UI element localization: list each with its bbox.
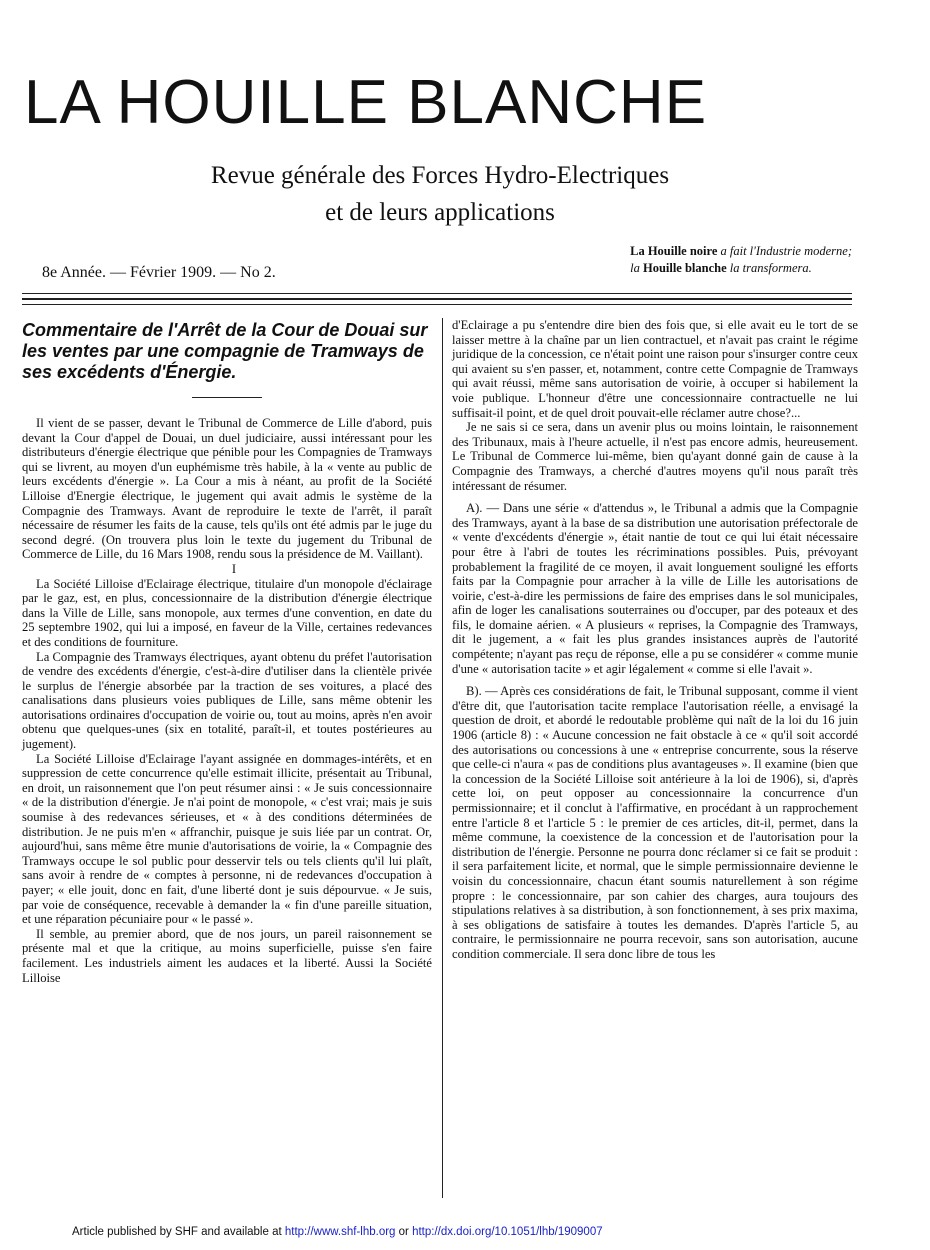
- footer-prefix: Article published by SHF and available at: [72, 1226, 285, 1238]
- paragraph-right-1: d'Eclairage a pu s'entendre dire bien des fois que, si elle avait eu le tort de se laisser mettre à la chaîne par un lien contractuel, et n'avait pas craint le régime juridique de la concession, ce n'était point une raison pour s'insurger contre ceux qui avaient su s'en passer, et, notamment, contre cette Compagnie de Tramways qui avait réussi, même sans autorisation de voirie, à occuper si habilement la voie publique. L'honneur d'être une concessionnaire contractuelle ne lui suffisait-il point, et de quel droit pouvait-elle réclamer autre chose?...: [452, 318, 858, 420]
- paragraph-gap: [452, 676, 858, 684]
- paragraph-left-5: Il semble, au premier abord, que de nos jours, un pareil raisonnement se présente mal et que la critique, au moins superficielle, puisse s'en faire facilement. Les industriels aiment les audaces et la liberté. Aussi la Société Lilloise: [22, 926, 432, 985]
- paragraph-left-3: La Compagnie des Tramways électriques, ayant obtenu du préfet l'autorisation de vendre des excédents d'énergie, c'est-à-dire d'utiliser dans la clientèle privée le surplus de l'énergie absorbée par la traction de ses voitures, a placé des canalisations dans plusieurs voies publiques de Lille, sans même obtenir les autorisations ordinaires d'occupation de voirie ou, tout au moins, après n'en avoir obtenu que quelques-unes (six en totalité, paraît-il, et toutes postérieures au jugement).: [22, 649, 432, 752]
- footer-link-shf[interactable]: http://www.shf-lhb.org: [284, 1226, 396, 1238]
- motto-line2: [630, 260, 852, 277]
- paragraph-left-2: La Société Lilloise d'Eclairage électrique, titulaire d'un monopole d'éclairage par le gaz, est, en plus, concessionnaire de la distribution d'énergie électrique dans la Ville de Lille, sans monopole, aux termes d'une convention, en date du 25 septembre 1902, qui lui a imposé, en faveur de la Ville, certaines redevances et des conditions de fourniture.: [22, 576, 432, 649]
- motto-line2-start: la: [630, 261, 643, 275]
- footer-citation: [72, 1226, 603, 1238]
- journal-title: LA HOUILLE BLANCHE: [24, 68, 708, 137]
- journal-subtitle-line1: Revue générale des Forces Hydro-Electriques: [210, 162, 670, 189]
- column-divider: [442, 318, 443, 1198]
- issue-info: 8e Année. — Février 1909. — No 2.: [42, 264, 276, 281]
- footer-link-doi[interactable]: http://dx.doi.org/10.1051/lhb/1909007: [412, 1226, 603, 1238]
- header-rule-middle: [22, 298, 852, 300]
- paragraph-left-1: Il vient de se passer, devant le Tribunal de Commerce de Lille d'abord, puis devant la Cour d'appel de Douai, un duel judiciaire, aussi intéressant pour les distributeurs d'énergie électrique que pénible pour les Compagnies de Tramways qui se livrent, au moyen d'un euphémisme très habile, à la « vente au public de leurs excédents d'énergie ». La Cour a mis à néant, au profit de la Société Lilloise d'Energie électrique, le jugement qui avait admis le système de la Compagnie des Tramways. Avant de reproduire le texte de l'arrêt, il paraît nécessaire de résumer les faits de la cause, tels qu'ils ont été admis par le juge du second degré. (On trouvera plus loin le texte du jugement du Tribunal de Commerce de Lille, du 16 Mars 1908, rendu sous la présidence de M. Vaillant).: [22, 416, 432, 562]
- paragraph-gap: [452, 493, 858, 501]
- left-column: [22, 318, 432, 985]
- paragraph-right-4: B). — Après ces considérations de fait, le Tribunal supposant, comme il vient d'être dit, que l'autorisation tacite remplace l'autorisation réelle, a envisagé la question de droit, et abordé le redoutable problème qui naît de la loi du 16 juin 1906 (article 8) : « Aucune concession ne fait obstacle à ce « qu'il soit accordé des autorisations ou concessions à une « entreprise concurrente, sous la réserve que celle-ci n'aura « pas de conditions plus avantageuses ». Il examine (bien que la concession de la Société Lilloise soit antérieure à la loi de 1906), si, d'après cette loi, on peut opposer au concessionnaire la concurrence d'un permissionnaire; et il conclut à l'affirmative, en procédant à un rapprochement entre l'article 8 et l'article 5 : le premier de ces articles, dit-il, permet, dans la même commune, la coexistence de la concession et de l'autorisation pour la distribution de l'énergie. Personne ne pourra donc réclamer si ce fait se produit : il sera parfaitement licite, et normal, que le simple permissionnaire devienne le voisin du concessionnaire, chacun étant soumis naturellement à son régime propre : le concessionnaire, par son cahier des charges, aura toujours des stipulations relatives à sa distribution, à son fonctionnement, à ses prix maxima, à ses obligations de satisfaire à toutes les demandes. D'après l'article 5, au contraire, le permissionnaire ne pourra recevoir, sans son autorisation, aucune condition commerciale. Il sera donc libre de tous les: [452, 684, 858, 961]
- section-number: I: [231, 561, 237, 576]
- motto-line1: [630, 243, 852, 260]
- motto-line1-bold: La Houille noire: [630, 244, 718, 258]
- footer-middle: or: [395, 1226, 413, 1238]
- paragraph-right-3: A). — Dans une série « d'attendus », le Tribunal a admis que la Compagnie des Tramways, ayant à la base de sa distribution une autorisation préfectorale de « vente d'excédents d'énergie », était nantie de tout ce qui lui était nécessaire pour être à l'abri de toutes les récriminations possibles. Puis, prévoyant probablement la fragilité de ce moyen, il avait longuement souligné les efforts faits par la Compagnie pour arracher à la ville de Lille les autorisations de voirie, c'est-à-dire les permissions de faire des emprises dans le sol municipales, afin de loger les canalisations souterraines ou d'occuper, par des poteaux et des fils, le domaine aérien. « A plusieurs « reprises, la Compagnie des Tramways, dit le jugement, a « fait les plus grandes insistances auprès de l'autorité compétente; n'ayant pas reçu de réponse, elle a pu se considérer « comme munie d'une « autorisation tacite » et agir légalement « comme si elle l'avait ».: [452, 501, 858, 676]
- motto-line2-rest: la transformera.: [726, 261, 812, 275]
- paragraph-right-2: Je ne sais si ce sera, dans un avenir plus ou moins lointain, le raisonnement des Tribunaux, mais à l'heure actuelle, il n'est pas encore admis, heureusement. Le Tribunal de Commerce lui-même, bien qu'ayant donné gain de cause à la Compagnie des Tramways, a cherché d'autres moyens qu'il nous paraît très intéressant de résumer.: [452, 420, 858, 493]
- article-title: Commentaire de l'Arrêt de la Cour de Douai sur les ventes par une compagnie de Tramways de ses excédents d'Énergie.: [22, 320, 428, 382]
- right-column: [452, 318, 858, 962]
- motto: [630, 243, 852, 277]
- paragraph-left-4: La Société Lilloise d'Eclairage l'ayant assignée en dommages-intérêts, et en suppression de cette concurrence qu'elle estimait illicite, présentait au Tribunal, en droit, un raisonnement que l'on peut résumer ainsi : « Je suis concessionnaire « de la distribution d'énergie. Je n'ai point de monopole, « c'est vrai; mais je suis soumise à des redevances sérieuses, et « à des conditions déterminées de distribution. Je ne puis m'en « affranchir, puisque je suis liée par un contrat. Or, aujourd'hui, sans même être munie d'autorisations de voirie, la « Compagnie des Tramways occupe le sol public pour desservir tels ou tels clients qu'il lui plaît, sans avoir à rendre de « comptes à personne, ni de redevances d'occupation à payer; « elle jouit, donc en fait, d'une liberté dont je suis dépourvue. « Je suis, par voie de conséquence, recevable à demander la « fin d'une pareille situation, et une réparation pécuniaire pour « le passé ».: [22, 751, 432, 927]
- motto-line2-bold: Houille blanche: [642, 261, 727, 275]
- header-rule-top: [22, 293, 852, 294]
- title-divider: [192, 397, 262, 398]
- header-rule-bottom: [22, 304, 852, 305]
- journal-subtitle-line2: et de leurs applications: [325, 199, 555, 226]
- motto-line1-rest: a fait l'Industrie moderne;: [717, 244, 852, 258]
